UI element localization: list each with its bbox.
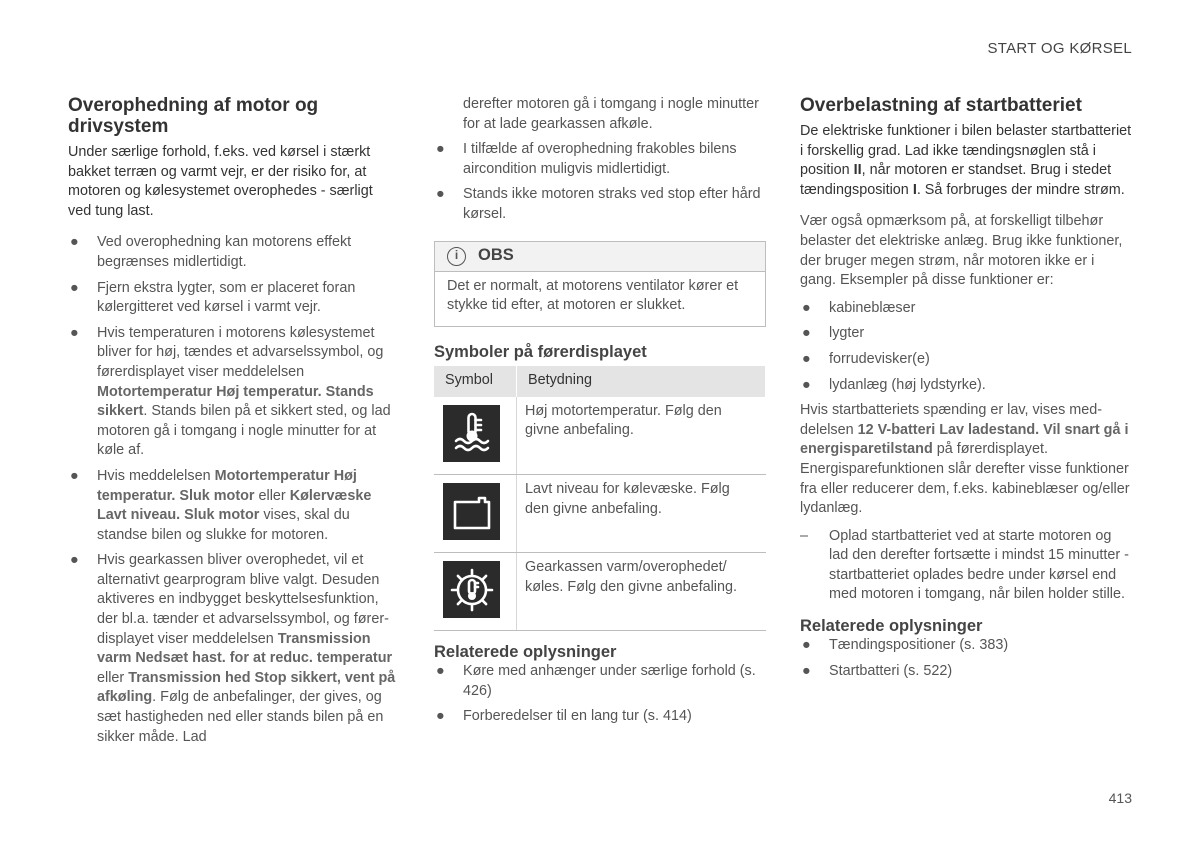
bullet-icon: ● (70, 324, 79, 341)
related-list (434, 662, 766, 727)
bullet-icon: ● (802, 662, 811, 679)
info-icon: i (447, 247, 466, 266)
transmission-temperature-icon (443, 561, 500, 618)
symbols-title: Symboler på førerdisplayet (434, 342, 647, 361)
list-item: ● lygter (800, 324, 1132, 344)
coolant-level-icon (443, 483, 500, 540)
symbol-description: Gearkassen varm/overophedet/ køles. Følg den givne anbefaling. (517, 553, 766, 631)
paragraph: Vær også opmærksom på, at forskelligt tilbehør belaster det elektriske anlæg. Brug ikke funktioner, der bruger megen strøm, når motoren ikke er i gang. Eksempler på disse funktioner er: (800, 213, 1123, 289)
symbols-table (434, 366, 766, 632)
related-link[interactable]: ● Køre med anhænger under særlige forhold (s. 426) (436, 663, 756, 699)
display-message: Transmission hed Stop sikkert, vent på afkøling (97, 669, 396, 706)
related-title: Relaterede oplysninger (434, 643, 617, 662)
related-link[interactable]: ● Tændingspositioner (s. 383) (800, 636, 1132, 656)
bullet-icon: ● (802, 299, 811, 316)
section-header: START OG KØRSEL (987, 40, 1132, 57)
symbol-description: Høj motortemperatur. Følg den givne anbefaling. (517, 397, 766, 475)
related-info (434, 643, 766, 727)
bullet-icon: ● (436, 663, 445, 680)
section-title-battery: Overbelastning af startbatteriet (800, 95, 1082, 116)
related-title: Relaterede oplysninger (800, 617, 983, 636)
symbol-cell (434, 553, 517, 631)
related-list (800, 636, 1132, 681)
table-row (434, 397, 766, 475)
bullet-icon: ● (436, 141, 445, 158)
bullet-icon: ● (70, 467, 79, 484)
list-item: derefter motoren gå i tomgang i nogle minutter for at lade gearkassen afkøle. (463, 96, 759, 132)
column-header: Betydning (517, 366, 766, 397)
coolant-temperature-icon (443, 405, 500, 462)
related-link[interactable]: ● Startbatteri (s. 522) (800, 662, 1132, 682)
note-text: Det er normalt, at motorens ventilator kører et stykke tid efter, at motoren er slukket. (447, 277, 739, 314)
display-message: Motortemperatur Høj temperatur. Stands sikkert (97, 383, 374, 420)
display-message: Transmission varm Nedsæt hast. for at reduc. temperatur (97, 630, 393, 667)
overheating-list (68, 233, 398, 747)
table-header-row (434, 366, 766, 397)
bullet-icon: ● (802, 325, 811, 342)
display-message: Motortemperatur Høj temperatur. Sluk motor (97, 467, 357, 504)
paragraph: Hvis startbatteriets spænding er lav, vises meddelelsen 12 V-batteri Lav ladestand. Vil snart gå i energisparetilstand på førerdisplayet. Energisparefunktionen slår derefter visse funktioner fra eller reducerer dem, f.eks. kabineblæser og/eller lydanlæg. (800, 402, 1130, 517)
dash-marker: – (800, 527, 809, 544)
related-link[interactable]: ● Forberedelser til en lang tur (s. 414) (434, 707, 766, 727)
symbol-cell (434, 397, 517, 475)
table-row (434, 475, 766, 553)
bullet-icon: ● (70, 279, 79, 296)
bullet-icon: ● (436, 708, 445, 725)
column-right (800, 95, 1132, 687)
intro-paragraph: Under særlige forhold, f.eks. ved kørsel i stærkt bakket terræn og varmt vejr, er der risiko for, at motoren og kølesystemet overophedes - særligt ved tung last. (68, 144, 373, 219)
column-left (68, 95, 398, 753)
bullet-icon: ● (802, 350, 811, 367)
symbol-cell (434, 475, 517, 553)
list-item: ● lydanlæg (høj lydstyrke). (800, 376, 1132, 396)
bullet-icon: ● (802, 376, 811, 393)
column-middle (434, 95, 766, 733)
related-info (800, 617, 1132, 681)
list-item: ● Hvis meddelelsen Motortemperatur Høj temperatur. Sluk motor eller Kølervæske Lavt niveau. Sluk motor vises, skal du standse bilen og slukke for motoren. (70, 467, 372, 543)
bullet-icon: ● (70, 552, 79, 569)
list-item: ● Ved overophedning kan motorens effekt begrænses midlertidigt. (70, 234, 352, 270)
display-message: 12 V-batteri Lav ladestand. Vil snart gå i energisparetilstand (800, 421, 1129, 458)
bullet-icon: ● (70, 234, 79, 251)
note-header (435, 242, 765, 272)
list-item: ● Hvis temperaturen i motorens kølesystemet bliver for høj, tændes et advarselssymbol, og førerdisplayet viser meddelelsen Motortemperatur Høj temperatur. Stands sikkert. Stands bilen på et sikkert sted, og lad motoren gå i tomgang i nogle minutter for at køle af. (70, 324, 391, 459)
functions-list (800, 299, 1132, 395)
list-item: ● I tilfælde af overophedning frakobles bilens aircondition muligvis midlertidigt. (436, 141, 737, 177)
bullet-icon: ● (436, 186, 445, 203)
instruction-step: – Oplad startbatteriet ved at starte motoren og lad den derefter fortsætte i mindst 15 minutter - startbatteriet oplades bedre under kørsel end med motoren i tomgang, når bilen holder stille. (800, 527, 1129, 603)
note-box (434, 241, 766, 327)
note-title: OBS (478, 246, 514, 265)
section-title-overheating: Overophedning af motor og drivsystem (68, 95, 319, 137)
display-message: Kølervæske Lavt niveau. Sluk motor (97, 487, 372, 524)
symbol-description: Lavt niveau for kølevæske. Følg den givne anbefaling. (517, 475, 766, 553)
continued-list (434, 95, 766, 225)
list-item: ● Hvis gearkassen bliver overophedet, vil et alternativt gearprogram blive valgt. Desuden aktiveres en indbygget beskyttelsesfunktion, der bl.a. tænder et advarselssymbol, og førerdisplayet viser meddelelsen Transmission varm Nedsæt hast. for at reduc. temperatur eller Transmission hed Stop sikkert, vent på afkøling. Følg de anbefalinger, der gives, og sæt hastigheden ned eller stands bilen på en sikker måde. Lad (70, 552, 396, 745)
intro-paragraph: De elektriske funktioner i bilen belaster startbatteriet i forskellig grad. Lad ikke tændingsnøglen stå i position II, når motoren er standset. Brug i stedet tændingsposition I. Så forbruges der mindre strøm. (800, 123, 1132, 198)
table-row (434, 553, 766, 631)
list-item: ● kabineblæser (800, 299, 1132, 319)
list-item: ● Stands ikke motoren straks ved stop efter hård kørsel. (436, 186, 761, 222)
page-number: 413 (1108, 790, 1132, 806)
bullet-icon: ● (802, 637, 811, 654)
list-item: ● Fjern ekstra lygter, som er placeret foran kølergitteret ved kørsel i varmt vejr. (70, 279, 356, 316)
column-header: Symbol (434, 366, 517, 397)
list-item: ● forrudevisker(e) (800, 350, 1132, 370)
